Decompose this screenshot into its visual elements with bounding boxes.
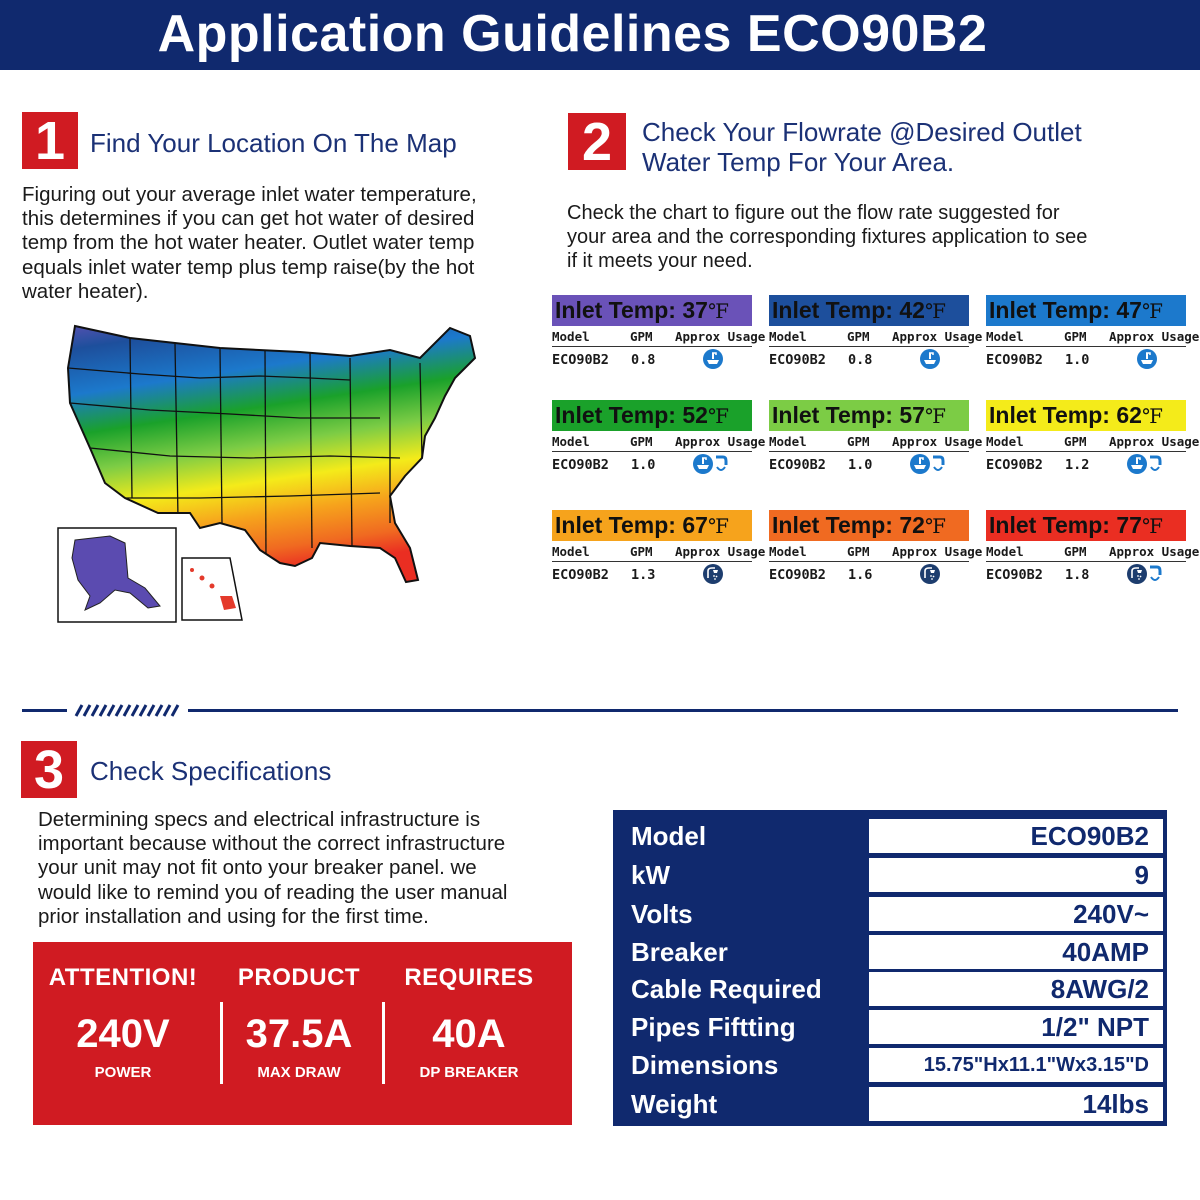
inlet-temp-card xyxy=(986,510,1200,600)
usage-icons xyxy=(702,563,724,587)
attention-caption: POWER xyxy=(94,1064,152,1081)
model-header: Model xyxy=(769,544,807,559)
gpm-header: GPM xyxy=(847,434,870,449)
spec-key: Weight xyxy=(631,1089,718,1119)
inlet-temp-card xyxy=(552,295,766,385)
gpm-value: 0.8 xyxy=(848,352,873,368)
model-header: Model xyxy=(769,434,807,449)
spec-key: Dimensions xyxy=(631,1050,779,1080)
temp-title xyxy=(555,510,729,541)
spec-row xyxy=(617,819,1163,853)
gpm-value: 1.2 xyxy=(1065,457,1090,473)
sink-icon xyxy=(909,453,931,475)
temp-label: Inlet Temp: 52 xyxy=(555,402,708,428)
step-1-badge: 1 xyxy=(22,112,78,169)
temp-band xyxy=(986,510,1186,541)
text-line: would like to remind you of reading the user manual xyxy=(38,880,508,904)
spec-table xyxy=(613,810,1167,1126)
card-rule xyxy=(552,561,752,562)
gpm-header: GPM xyxy=(847,544,870,559)
model-value: ECO90B2 xyxy=(769,352,826,368)
sink-icon xyxy=(919,348,941,370)
inlet-temp-card xyxy=(769,510,983,600)
card-rule xyxy=(986,561,1186,562)
gpm-value: 1.3 xyxy=(631,567,656,583)
gpm-header: GPM xyxy=(630,434,653,449)
usage-header: Approx Usage xyxy=(892,544,983,559)
step-3-description xyxy=(38,808,508,929)
gpm-header: GPM xyxy=(847,329,870,344)
divider-right xyxy=(188,709,1178,712)
temp-unit: ℉ xyxy=(1141,404,1163,428)
step-3-badge: 3 xyxy=(21,741,77,798)
usage-icons xyxy=(909,453,945,477)
spec-key: Volts xyxy=(631,899,693,929)
attention-heading: REQUIRES xyxy=(404,964,534,991)
title-line: Check Your Flowrate @Desired Outlet xyxy=(642,117,1082,147)
spec-row xyxy=(617,1087,1163,1121)
shower-icon xyxy=(702,563,724,585)
text-line: Determining specs and electrical infrastructure is xyxy=(38,808,481,831)
temp-title xyxy=(989,510,1163,541)
card-rule xyxy=(769,451,969,452)
temp-band xyxy=(552,510,752,541)
gpm-value: 1.8 xyxy=(1065,567,1090,583)
temp-unit: ℉ xyxy=(924,299,946,323)
card-rule xyxy=(769,346,969,347)
model-header: Model xyxy=(552,329,590,344)
text-line: your area and the corresponding fixtures application to see xyxy=(567,226,1088,249)
card-rule xyxy=(769,561,969,562)
temp-label: Inlet Temp: 67 xyxy=(555,512,708,538)
temp-label: Inlet Temp: 42 xyxy=(772,297,925,323)
temp-band xyxy=(769,400,969,431)
model-value: ECO90B2 xyxy=(769,457,826,473)
temp-label: Inlet Temp: 37 xyxy=(555,297,708,323)
temp-title xyxy=(989,400,1163,431)
temp-title xyxy=(772,295,946,326)
faucet-icon xyxy=(1148,453,1162,475)
gpm-header: GPM xyxy=(1064,329,1087,344)
model-value: ECO90B2 xyxy=(552,457,609,473)
attention-caption: DP BREAKER xyxy=(419,1064,519,1081)
spec-row xyxy=(617,1010,1163,1044)
usage-header: Approx Usage xyxy=(892,434,983,449)
model-value: ECO90B2 xyxy=(986,457,1043,473)
spec-key: Breaker xyxy=(631,937,728,967)
temp-unit: ℉ xyxy=(707,514,729,538)
model-value: ECO90B2 xyxy=(986,567,1043,583)
gpm-value: 1.0 xyxy=(1065,352,1090,368)
attention-caption: MAX DRAW xyxy=(257,1064,341,1081)
spec-value: ECO90B2 xyxy=(869,819,1163,853)
text-line: temp from the hot water heater. Outlet water temp xyxy=(22,231,475,255)
spec-row xyxy=(617,935,1163,969)
faucet-icon xyxy=(931,453,945,475)
temp-unit: ℉ xyxy=(1141,299,1163,323)
spec-row xyxy=(617,1048,1163,1082)
spec-value: 40AMP xyxy=(869,935,1163,969)
attention-box xyxy=(33,942,572,1125)
usage-icons xyxy=(1136,348,1158,372)
attention-value: 240V xyxy=(76,1012,170,1056)
us-inlet-temp-map xyxy=(50,318,500,628)
model-header: Model xyxy=(552,434,590,449)
step-1-title: Find Your Location On The Map xyxy=(90,128,457,158)
gpm-value: 0.8 xyxy=(631,352,656,368)
sink-icon xyxy=(1126,453,1148,475)
usage-icons xyxy=(919,563,941,587)
temp-band xyxy=(552,400,752,431)
inlet-temp-card xyxy=(769,295,983,385)
attention-value: 40A xyxy=(432,1012,506,1056)
spec-value: 1/2" NPT xyxy=(869,1010,1163,1044)
temp-label: Inlet Temp: 57 xyxy=(772,402,925,428)
temp-label: Inlet Temp: 77 xyxy=(989,512,1142,538)
attention-heading: PRODUCT xyxy=(237,964,361,991)
usage-header: Approx Usage xyxy=(1109,434,1200,449)
inlet-temp-card xyxy=(769,400,983,490)
temp-title xyxy=(772,400,946,431)
inlet-temp-card xyxy=(986,400,1200,490)
spec-value: 240V~ xyxy=(869,897,1163,931)
spec-key: Cable Required xyxy=(631,974,822,1004)
usage-header: Approx Usage xyxy=(892,329,983,344)
model-header: Model xyxy=(552,544,590,559)
divider-hatch xyxy=(70,702,185,719)
attention-heading: ATTENTION! xyxy=(48,964,198,991)
text-line: water heater). xyxy=(22,279,149,303)
temp-title xyxy=(555,400,729,431)
text-line: equals inlet water temp plus temp raise(by the hot xyxy=(22,255,475,279)
temp-unit: ℉ xyxy=(924,404,946,428)
step-1-description xyxy=(22,183,477,304)
attention-value: 37.5A xyxy=(245,1012,353,1056)
temp-unit: ℉ xyxy=(1141,514,1163,538)
temp-unit: ℉ xyxy=(707,299,729,323)
step-2-badge: 2 xyxy=(568,113,626,170)
gpm-header: GPM xyxy=(1064,544,1087,559)
sink-icon xyxy=(692,453,714,475)
card-rule xyxy=(552,346,752,347)
card-rule xyxy=(552,451,752,452)
attention-breaker xyxy=(379,942,559,1125)
shower-icon xyxy=(1126,563,1148,585)
gpm-header: GPM xyxy=(1064,434,1087,449)
temp-label: Inlet Temp: 47 xyxy=(989,297,1142,323)
temp-label: Inlet Temp: 72 xyxy=(772,512,925,538)
text-line: if it meets your need. xyxy=(567,250,753,273)
page-title: Application Guidelines ECO90B2 xyxy=(157,5,988,63)
spec-value: 15.75"Hx11.1"Wx3.15"D xyxy=(869,1048,1163,1082)
gpm-value: 1.0 xyxy=(631,457,656,473)
divider-left xyxy=(22,709,67,712)
gpm-header: GPM xyxy=(630,544,653,559)
step-3-title: Check Specifications xyxy=(90,756,332,786)
spec-value: 8AWG/2 xyxy=(869,972,1163,1006)
model-value: ECO90B2 xyxy=(552,352,609,368)
temp-unit: ℉ xyxy=(924,514,946,538)
usage-header: Approx Usage xyxy=(675,434,766,449)
title-line: Water Temp For Your Area. xyxy=(642,147,955,177)
spec-value: 9 xyxy=(869,858,1163,892)
model-value: ECO90B2 xyxy=(986,352,1043,368)
temp-title xyxy=(989,295,1163,326)
step-2-title xyxy=(642,117,1082,177)
shower-icon xyxy=(919,563,941,585)
usage-icons xyxy=(702,348,724,372)
sink-icon xyxy=(702,348,724,370)
model-value: ECO90B2 xyxy=(769,567,826,583)
temp-band xyxy=(986,295,1186,326)
usage-icons xyxy=(692,453,728,477)
model-header: Model xyxy=(986,434,1024,449)
model-value: ECO90B2 xyxy=(552,567,609,583)
temp-unit: ℉ xyxy=(707,404,729,428)
text-line: prior installation and using for the first time. xyxy=(38,904,429,928)
model-header: Model xyxy=(986,544,1024,559)
card-rule xyxy=(986,346,1186,347)
faucet-icon xyxy=(1148,563,1162,585)
attention-power xyxy=(33,942,213,1125)
temp-title xyxy=(555,295,729,326)
sink-icon xyxy=(1136,348,1158,370)
spec-value: 14lbs xyxy=(869,1087,1163,1121)
gpm-value: 1.6 xyxy=(848,567,873,583)
usage-header: Approx Usage xyxy=(675,544,766,559)
spec-row xyxy=(617,858,1163,892)
header-banner xyxy=(0,0,1200,70)
temp-band xyxy=(986,400,1186,431)
text-line: important because without the correct infrastructure xyxy=(38,832,506,856)
usage-icons xyxy=(1126,563,1162,587)
temp-band xyxy=(769,510,969,541)
inlet-temp-card xyxy=(986,295,1200,385)
gpm-header: GPM xyxy=(630,329,653,344)
spec-key: Pipes Fiftting xyxy=(631,1012,796,1042)
step-2-description xyxy=(567,201,1087,274)
spec-key: kW xyxy=(631,860,670,890)
usage-icons xyxy=(919,348,941,372)
inlet-temp-card xyxy=(552,510,766,600)
text-line: Check the chart to figure out the flow rate suggested for xyxy=(567,202,1060,224)
spec-row xyxy=(617,972,1163,1006)
usage-header: Approx Usage xyxy=(1109,544,1200,559)
text-line: your unit may not fit onto your breaker panel. we xyxy=(38,856,477,880)
text-line: Figuring out your average inlet water temperature, xyxy=(22,183,477,206)
inlet-temp-card xyxy=(552,400,766,490)
usage-header: Approx Usage xyxy=(675,329,766,344)
usage-icons xyxy=(1126,453,1162,477)
spec-row xyxy=(617,897,1163,931)
faucet-icon xyxy=(714,453,728,475)
temp-label: Inlet Temp: 62 xyxy=(989,402,1142,428)
usage-header: Approx Usage xyxy=(1109,329,1200,344)
temp-band xyxy=(552,295,752,326)
model-header: Model xyxy=(986,329,1024,344)
text-line: this determines if you can get hot water of desired xyxy=(22,207,475,231)
spec-key: Model xyxy=(631,821,707,851)
card-rule xyxy=(986,451,1186,452)
attention-max-draw xyxy=(209,942,389,1125)
gpm-value: 1.0 xyxy=(848,457,873,473)
model-header: Model xyxy=(769,329,807,344)
temp-title xyxy=(772,510,946,541)
temp-band xyxy=(769,295,969,326)
